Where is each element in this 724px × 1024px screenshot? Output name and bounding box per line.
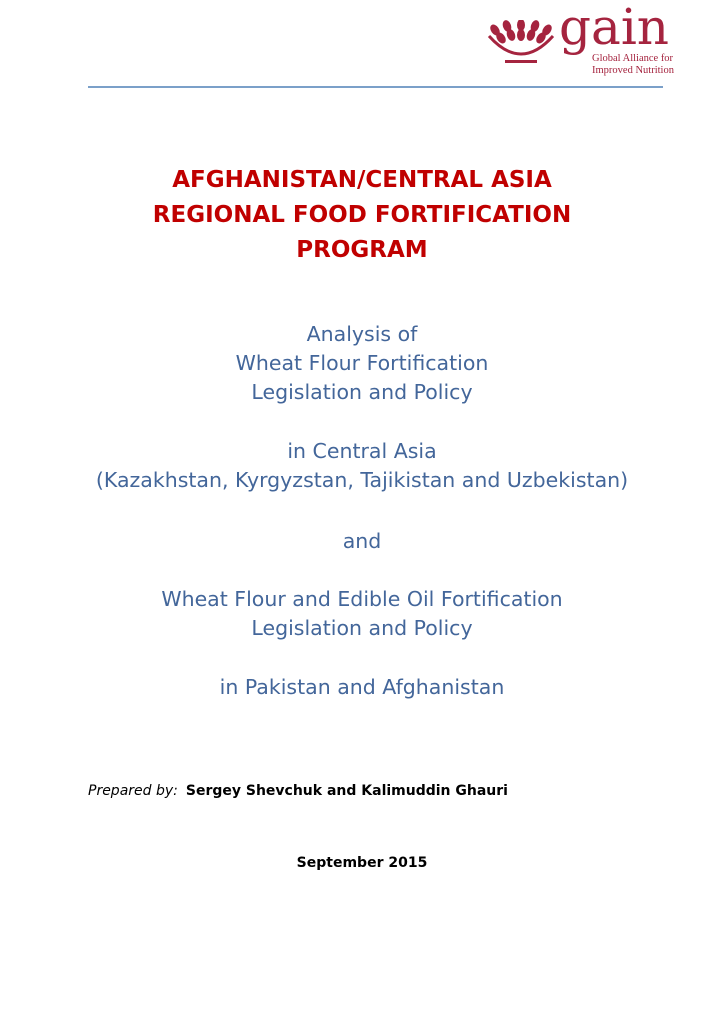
- subtitle-connector: [0, 527, 724, 556]
- subtitle-block-central-asia: [0, 437, 724, 495]
- header-divider: [88, 86, 663, 88]
- subtitle-line: (Kazakhstan, Kyrgyzstan, Tajikistan and Uzbekistan): [95, 468, 629, 492]
- subtitle-line: Wheat Flour and Edible Oil Fortification: [161, 587, 563, 611]
- title-line: AFGHANISTAN/CENTRAL ASIA: [172, 167, 552, 193]
- subtitle-block-analysis: [0, 320, 724, 407]
- author-names: Sergey Shevchuk and Kalimuddin Ghauri: [185, 783, 508, 799]
- subtitle-line: Analysis of: [306, 322, 418, 346]
- title-line: PROGRAM: [296, 237, 428, 263]
- title-line: REGIONAL FOOD FORTIFICATION: [152, 202, 572, 228]
- wheat-bowl-icon: [487, 20, 555, 66]
- prepared-by: [88, 783, 508, 799]
- subtitle-block-oil: [0, 585, 724, 643]
- logo-tagline-line1: Global Alliance for: [592, 53, 674, 64]
- subtitle-line: Legislation and Policy: [251, 616, 473, 640]
- logo-tagline: [592, 53, 674, 77]
- prepared-by-label: Prepared by:: [88, 783, 178, 799]
- subtitle-line: Legislation and Policy: [251, 380, 473, 404]
- subtitle-line: and: [342, 529, 382, 553]
- logo-wordmark: gain: [559, 0, 670, 56]
- subtitle-line: in Central Asia: [287, 439, 437, 463]
- subtitle-line: Wheat Flour Fortification: [235, 351, 489, 375]
- subtitle-block-pakistan: [0, 673, 724, 702]
- logo-tagline-line2: Improved Nutrition: [592, 65, 674, 76]
- gain-logo: [487, 0, 677, 82]
- subtitle-line: in Pakistan and Afghanistan: [219, 675, 505, 699]
- publication-date: September 2015: [296, 855, 428, 871]
- document-title: [0, 163, 724, 268]
